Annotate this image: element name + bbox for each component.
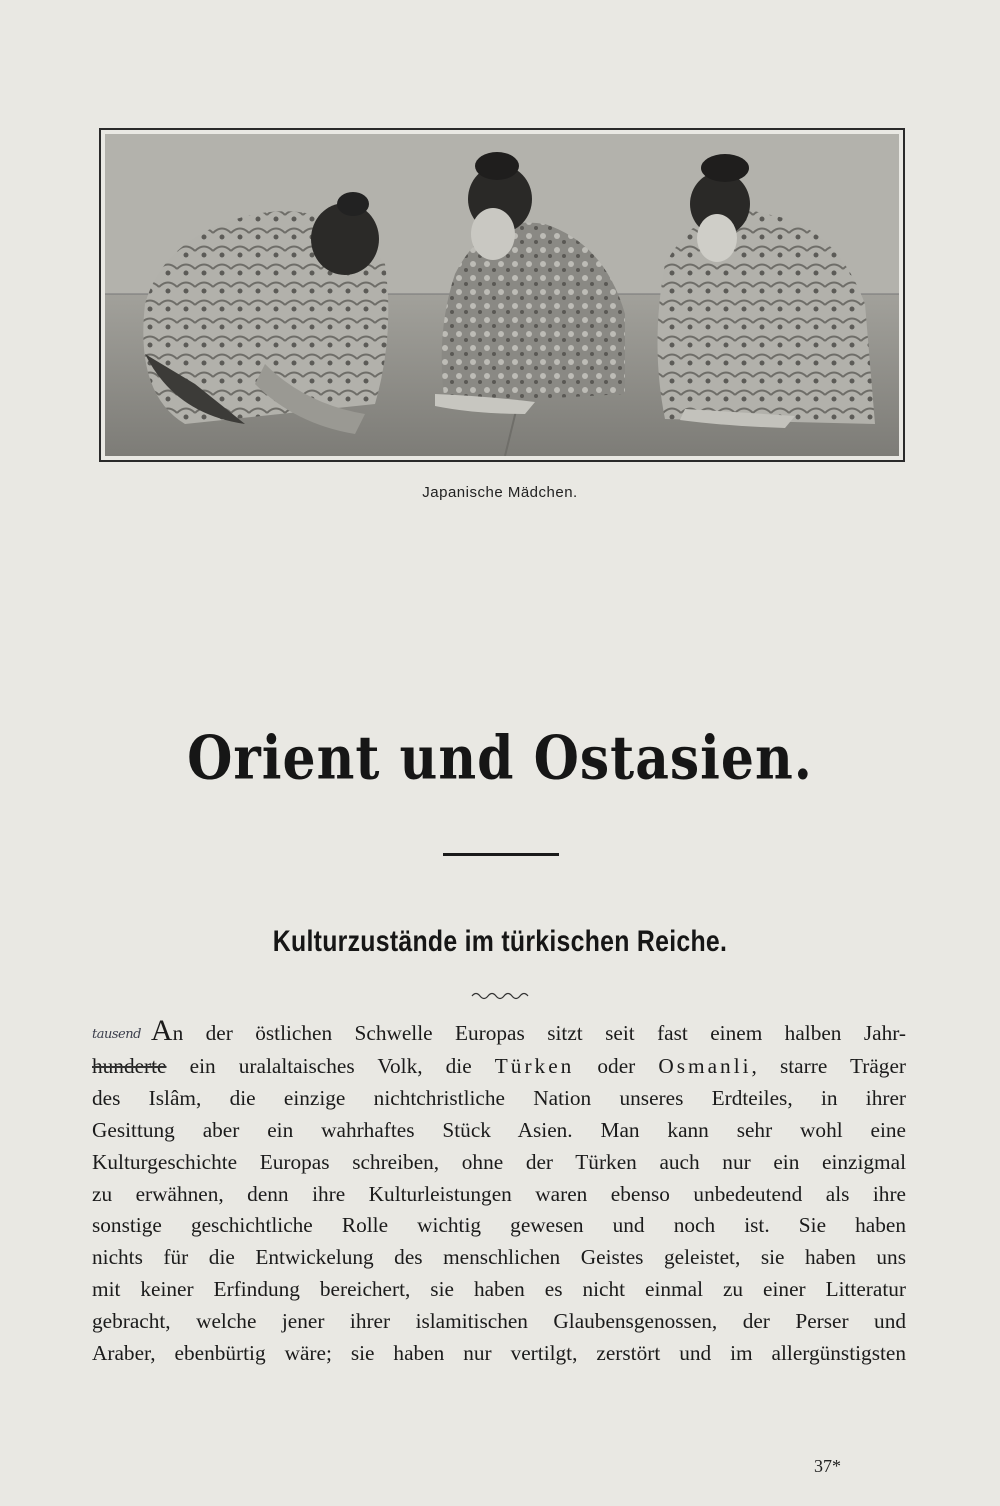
text-line: zu erwähnen, denn ihre Kulturleistungen waren ebenso unbedeutend als ihre [92,1181,906,1206]
decorative-tilde-ornament [470,990,530,1000]
article-title: Kulturzustände im türkischen Reiche. [272,924,728,958]
text-line: gebracht, welche jener ihrer islamitischen Glaubensgenossen, der Perser und [92,1309,906,1334]
text-line: nichts für die Entwickelung des menschlichen Geistes geleistet, sie haben uns [92,1245,906,1270]
handwritten-annotation: tausend [92,1027,141,1042]
text-line: des Islâm, die einzige nichtchristliche Nation unseres Erdteiles, in ihrer [92,1085,906,1110]
title-divider [443,853,559,856]
page-number: 37* [814,1456,841,1476]
text-line: mit keiner Erfindung bereichert, sie haben es nicht einmal zu einer Litteratur [92,1277,906,1302]
photograph-illustration [105,134,899,456]
text-line: hunderte ein uralaltaisches Volk, die Türken oder Osmanli, starre Träger [92,1053,906,1078]
text-line: sonstige geschichtliche Rolle wichtig gewesen und noch ist. Sie haben [92,1213,906,1238]
text-line: Kulturgeschichte Europas schreiben, ohne der Türken auch nur ein einzigmal [92,1149,906,1174]
section-title: Orient und Ostasien. [187,723,813,794]
photograph [105,134,899,456]
emphasized-word: Türken [494,1053,575,1078]
text-line: Araber, ebenbürtig wäre; sie haben nur vertilgt, zerstört und im allergünstigsten [92,1341,906,1366]
emphasized-word: Osmanli [658,1053,752,1078]
photograph-frame [99,128,905,462]
article-body [92,1014,906,1370]
struck-word: hunderte [92,1053,167,1078]
text-line: tausend An der östlichen Schwelle Europas sitzt seit fast einem halben Jahr- [92,1014,906,1047]
text-line: Gesittung aber ein wahrhaftes Stück Asien. Man kann sehr wohl eine [92,1117,906,1142]
initial-letter: A [150,1014,173,1047]
figure-caption: Japanische Mädchen. [422,484,578,501]
paragraph [92,1014,906,1370]
